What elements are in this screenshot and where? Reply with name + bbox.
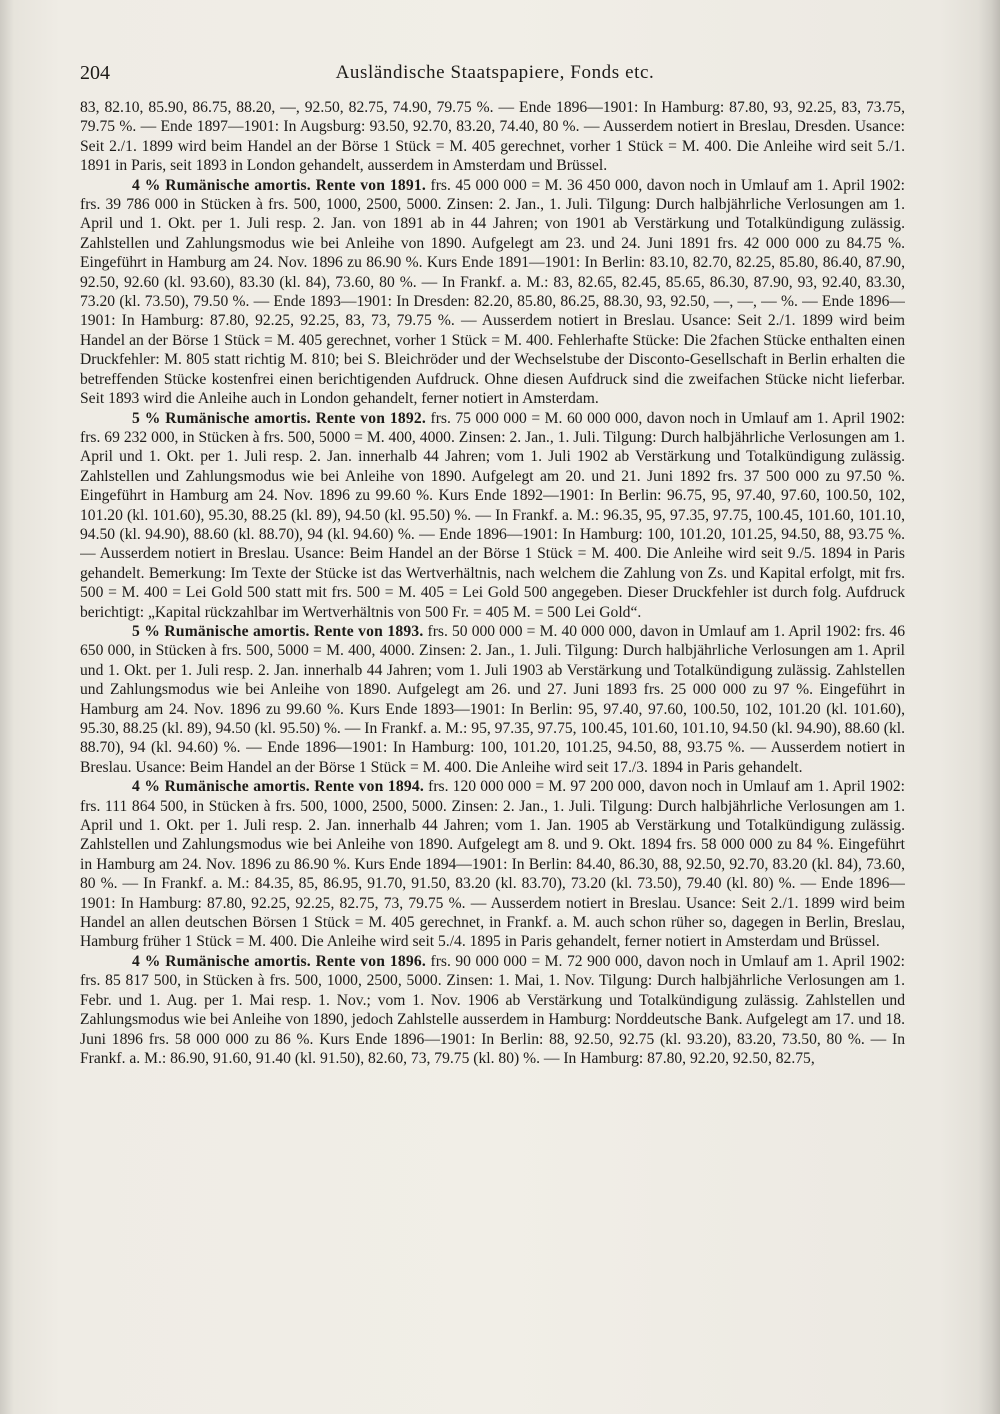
paragraph-rente-1893 bbox=[80, 622, 905, 777]
paragraph-text: frs. 45 000 000 = M. 36 450 000, davon noch in Umlauf am 1. April 1902: frs. 39 786 000 in Stücken à frs. 500, 1000, 2500, 5000. Zinsen: 2. Jan., 1. Juli. Tilgung: Durch halbjährliche Verlosungen am 1. April und 1. Okt. per 1. Juli resp. 2. Jan. von 1891 ab in 44 Jahren; von 1901 ab Verstärkung und Totalkündigung zulässig. Zahlstellen und Zahlungsmodus wie bei Anleihe von 1890. Aufgelegt am 23. und 24. Juni 1891 frs. 42 000 000 zu 84.75 %. Eingeführt in Hamburg am 24. Nov. 1896 zu 86.90 %. Kurs Ende 1891—1901: In Berlin: 83.10, 82.70, 82.25, 85.80, 86.40, 87.90, 92.50, 92.60 (kl. 93.60), 83.30 (kl. 84), 73.60, 80 %. — In Frankf. a. M.: 83, 82.65, 82.45, 85.65, 86.30, 87.90, 93, 92.40, 83.30, 73.20 (kl. 73.50), 79.50 %. — Ende 1893—1901: In Dresden: 82.20, 85.80, 86.25, 88.30, 93, 92.50, —, —, — %. — Ende 1896—1901: In Hamburg: 87.80, 92.25, 92.25, 83, 73, 79.75 %. — Ausserdem notiert in Breslau. Usance: Seit 2./1. 1899 wird beim Handel an der Börse 1 Stück = M. 405 gerechnet, vorher 1 Stück = M. 400. Fehlerhafte Stücke: Die 2fachen Stücke enthalten einen Druckfehler: M. 805 statt richtig M. 810; bei S. Bleichröder und der Wechselstube der Disconto-Gesellschaft in Berlin erhalten die betreffenden Stücke kostenfrei einen berichtigenden Aufdruck. Ohne diesen Aufdruck sind die zweifachen Stücke nicht lieferbar. Seit 1893 wird die Anleihe auch in London gehandelt, ferner notiert in Amsterdam. bbox=[80, 176, 905, 408]
page-header bbox=[80, 62, 910, 86]
entry-heading: 5 % Rumänische amortis. Rente von 1893. bbox=[132, 622, 424, 640]
paragraph-rente-1894 bbox=[80, 777, 905, 952]
paragraph-continued bbox=[80, 98, 905, 176]
paragraph-text: frs. 75 000 000 = M. 60 000 000, davon noch in Umlauf am 1. April 1902: frs. 69 232 000, in Stücken à frs. 500, 5000 = M. 400, 4000. Zinsen: 2. Jan., 1. Juli. Tilgung: Durch halbjährliche Verlosungen am 1. April und 1. Okt. per 1. Juli resp. 2. Jan. innerhalb 44 Jahren; vom 1. Juli 1902 ab Verstärkung und Totalkündigung zulässig. Zahlstellen und Zahlungsmodus wie bei Anleihe von 1890. Aufgelegt am 20. und 21. Juni 1892 frs. 37 500 000 zu 97.50 %. Eingeführt in Hamburg am 24. Nov. 1896 zu 99.60 %. Kurs Ende 1892—1901: In Berlin: 96.75, 95, 97.40, 97.60, 100.50, 102, 101.20 (kl. 101.60), 95.30, 88.25 (kl. 89), 94.50 (kl. 95.50) %. — In Frankf. a. M.: 96.35, 95, 97.35, 97.75, 100.45, 101.60, 101.10, 94.50 (kl. 94.90), 88.60 (kl. 88.70), 94 (kl. 94.60) %. — Ende 1896—1901: In Hamburg: 100, 101.20, 101.25, 94.50, 88, 93.75 %. — Ausserdem notiert in Breslau. Usance: Beim Handel an der Börse 1 Stück = M. 400. Die Anleihe wird seit 9./5. 1894 in Paris gehandelt. Bemerkung: Im Texte der Stücke ist das Wertverhältnis, nach welchem die Zahlung von Zs. und Kapital erfolgt, mit frs. 500 = M. 400 = Lei Gold 500 statt mit frs. 500 = M. 405 = Lei Gold 500 angegeben. Dieser Druckfehler ist durch folg. Aufdruck berichtigt: „Kapital rückzahlbar im Wertverhältnis von 500 Fr. = 405 M. = 500 Lei Gold“. bbox=[80, 409, 905, 621]
paragraph-rente-1892 bbox=[80, 409, 905, 622]
page-number: 204 bbox=[80, 62, 110, 84]
page-shadow-right bbox=[978, 0, 1000, 1414]
paragraph-text: 83, 82.10, 85.90, 86.75, 88.20, —, 92.50, 82.75, 74.90, 79.75 %. — Ende 1896—1901: In Hamburg: 87.80, 93, 92.25, 83, 73.75, 79.75 %. — Ende 1897—1901: In Augsburg: 93.50, 92.70, 83.20, 74.40, 80 %. — Ausserdem notiert in Breslau, Dresden. Usance: Seit 2./1. 1899 wird beim Handel an der Börse 1 Stück = M. 405 gerechnet, vorher 1 Stück = M. 400. Die Anleihe wird seit 5./1. 1891 in Paris, seit 1893 in London gehandelt, ausserdem in Amsterdam und Brüssel. bbox=[80, 99, 905, 175]
paragraph-text: frs. 50 000 000 = M. 40 000 000, davon in Umlauf am 1. April 1902: frs. 46 650 000, in Stücken à frs. 500, 5000 = M. 400, 4000. Zinsen: 2. Jan., 1. Juli. Tilgung: Durch halbjährliche Verlosungen am 1. April und 1. Okt. per 1. Juli resp. 2. Jan. innerhalb 44 Jahren; vom 1. Juli 1903 ab Verstärkung und Totalkündigung zulässig. Zahlstellen und Zahlungsmodus wie bei Anleihe von 1890. Aufgelegt am 26. und 27. Juni 1893 frs. 25 000 000 zu 97 %. Eingeführt in Hamburg am 24. Nov. 1896 zu 99.60 %. Kurs Ende 1893—1901: In Berlin: 95, 97.40, 97.60, 100.50, 102, 101.20 (kl. 101.60), 95.30, 88.25 (kl. 89), 94.50 (kl. 95.50) %. — In Frankf. a. M.: 95, 97.35, 97.75, 100.45, 101.60, 101.10, 94.50 (kl. 94.90), 88.60 (kl. 88.70), 94 (kl. 94.60) %. — Ende 1896—1901: In Hamburg: 100, 101.20, 101.25, 94.50, 88, 93.75 %. — Ausserdem notiert in Breslau. Usance: Beim Handel an der Börse 1 Stück = M. 400. Die Anleihe wird seit 17./3. 1894 in Paris gehandelt. bbox=[80, 622, 905, 776]
page-shadow-left bbox=[0, 0, 14, 1414]
paragraph-rente-1891 bbox=[80, 176, 905, 409]
running-title: Ausländische Staatspapiere, Fonds etc. bbox=[335, 62, 655, 83]
entry-heading: 4 % Rumänische amortis. Rente von 1891. bbox=[132, 176, 426, 194]
paragraph-text: frs. 90 000 000 = M. 72 900 000, davon noch in Umlauf am 1. April 1902: frs. 85 817 500, in Stücken à frs. 500, 1000, 2500, 5000. Zinsen: 1. Mai, 1. Nov. Tilgung: Durch halbjährliche Verlosungen am 1. Febr. und 1. Aug. per 1. Mai resp. 1. Nov.; vom 1. Nov. 1906 ab Verstärkung und Totalkündigung zulässig. Zahlstellen und Zahlungsmodus wie bei Anleihe von 1890, jedoch Zahlstelle ausserdem in Hamburg: Norddeutsche Bank. Aufgelegt am 17. und 18. Juni 1896 frs. 58 000 000 zu 86 %. Kurs Ende 1896—1901: In Berlin: 88, 92.50, 92.75 (kl. 93.20), 83.20, 73.50, 80 %. — In Frankf. a. M.: 86.90, 91.60, 91.40 (kl. 91.50), 82.60, 73, 79.75 (kl. 80) %. — In Hamburg: 87.80, 92.20, 92.50, 82.75, bbox=[80, 952, 905, 1067]
paragraph-rente-1896 bbox=[80, 952, 905, 1068]
paragraph-text: frs. 120 000 000 = M. 97 200 000, davon noch in Umlauf am 1. April 1902: frs. 111 864 500, in Stücken à frs. 500, 1000, 2500, 5000. Zinsen: 2. Jan., 1. Juli. Tilgung: Durch halbjährliche Verlosungen am 1. April und 1. Okt. per 1. Juli resp. 2. Jan. innerhalb 44 Jahren; vom 1. Jan. 1905 ab Verstärkung und Totalkündigung zulässig. Zahlstellen und Zahlungsmodus wie bei Anleihe von 1890. Aufgelegt am 8. und 9. Okt. 1894 frs. 58 000 000 zu 84 %. Eingeführt in Hamburg am 24. Nov. 1896 zu 86.90 %. Kurs Ende 1894—1901: In Berlin: 84.40, 86.30, 88, 92.50, 92.70, 83.20 (kl. 84), 73.60, 80 %. — In Frankf. a. M.: 84.35, 85, 86.95, 91.70, 91.50, 83.20 (kl. 83.70), 73.20 (kl. 73.50), 79.40 (kl. 80) %. — Ende 1896—1901: In Hamburg: 87.80, 92.25, 92.25, 82.75, 73, 79.75 %. — Ausserdem notiert in Breslau. Usance: Seit 2./1. 1899 wird beim Handel an allen deutschen Börsen 1 Stück = M. 405 gerechnet, in Frankf. a. M. auch schon rüher so, dagegen in Berlin, Breslau, Hamburg früher 1 Stück = M. 400. Die Anleihe wird seit 5./4. 1895 in Paris gehandelt, ferner notiert in Amsterdam und Brüssel. bbox=[80, 778, 905, 951]
page-body bbox=[80, 98, 905, 1398]
entry-heading: 4 % Rumänische amortis. Rente von 1896. bbox=[132, 952, 426, 970]
entry-heading: 5 % Rumänische amortis. Rente von 1892. bbox=[132, 409, 426, 427]
entry-heading: 4 % Rumänische amortis. Rente von 1894. bbox=[132, 778, 424, 796]
